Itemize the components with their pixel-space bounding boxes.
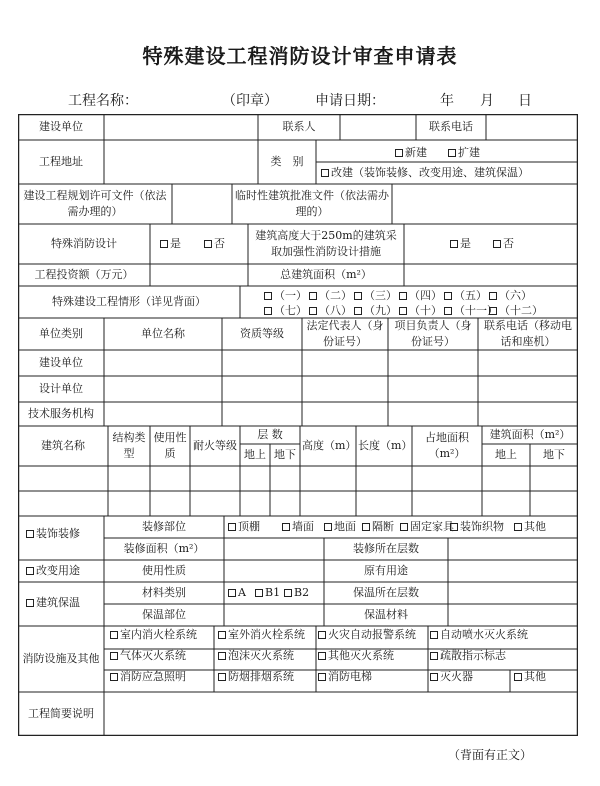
address-label: 工程地址 — [39, 155, 83, 168]
unit-row-field[interactable] — [388, 402, 478, 426]
situation-1-label: （一） — [274, 289, 307, 302]
fire-item-2-label: 室外消火栓系统 — [228, 628, 305, 641]
apply-date-label: 申请日期： — [315, 93, 385, 109]
unit-row-field[interactable] — [478, 376, 578, 402]
fire-item-2-checkbox[interactable] — [218, 628, 305, 642]
decoration-part-label: 装修部位 — [142, 520, 186, 533]
decoration-floor-label: 装修所在层数 — [353, 542, 419, 555]
seal-label: （印章） — [222, 93, 278, 109]
fire-item-9-label: 消防应急照明 — [120, 670, 186, 683]
permit-field[interactable] — [172, 184, 232, 224]
brief-field[interactable] — [104, 692, 578, 736]
investment-label: 工程投资额（万元） — [34, 268, 134, 281]
floors-above-header: 地上 — [244, 448, 266, 461]
unit-row-field[interactable] — [222, 376, 302, 402]
building-row-field[interactable] — [482, 491, 530, 516]
situation-9-label: （九） — [364, 304, 397, 317]
change-use-label: 改变用途 — [36, 564, 80, 577]
unit-row-field[interactable] — [388, 376, 478, 402]
contact-label: 联系人 — [282, 120, 316, 133]
unit-row-field[interactable] — [302, 376, 388, 402]
year-label: 年 — [440, 93, 454, 109]
building-row-field[interactable] — [300, 466, 356, 491]
situation-6-label: （六） — [499, 289, 532, 302]
fire-item-3-label: 火灾自动报警系统 — [328, 628, 416, 641]
material-type-3-checkbox[interactable] — [284, 586, 309, 600]
unit-header-5: 项目负责人（身份证号） — [394, 319, 472, 348]
decoration-part-3-checkbox[interactable] — [324, 520, 356, 534]
unit-row-field[interactable] — [222, 350, 302, 376]
renovate-checkbox[interactable] — [321, 166, 529, 180]
decoration-part-5-checkbox[interactable] — [400, 520, 454, 534]
decoration-area-field[interactable] — [224, 538, 324, 560]
building-row-field[interactable] — [240, 491, 270, 516]
situation-7-label: （七） — [274, 304, 307, 317]
fire-item-6-label: 泡沫灭火系统 — [228, 649, 294, 662]
building-row-field[interactable] — [300, 491, 356, 516]
fire-item-9-checkbox[interactable] — [110, 670, 186, 684]
special-design-label: 特殊消防设计 — [51, 237, 117, 250]
insulation-floor-label: 保温所在层数 — [353, 586, 419, 599]
fire-item-4-checkbox[interactable] — [430, 628, 528, 642]
decoration-part-2-label: 墙面 — [292, 520, 314, 533]
address-field[interactable] — [104, 140, 258, 184]
floors-below-header: 地下 — [274, 448, 296, 461]
insulation-part-label: 保温部位 — [142, 608, 186, 621]
expand-checkbox[interactable] — [448, 146, 480, 160]
decoration-area-label: 装修面积（m²） — [123, 542, 205, 555]
building-row-field[interactable] — [18, 466, 108, 491]
fire-item-10-checkbox[interactable] — [218, 670, 294, 684]
fire-item-7-label: 其他灭火系统 — [328, 649, 394, 662]
building-row-field[interactable] — [150, 491, 190, 516]
building-row-field[interactable] — [270, 466, 300, 491]
decoration-floor-field[interactable] — [448, 538, 578, 560]
decoration-checkbox[interactable] — [26, 527, 80, 541]
unit-header-1: 单位类别 — [39, 327, 83, 340]
fire-item-8-checkbox[interactable] — [430, 649, 506, 663]
situation-12-label: （十二） — [499, 304, 543, 317]
phone-label: 联系电话 — [429, 120, 473, 133]
change-use-usage-field[interactable] — [224, 560, 324, 582]
new-label: 新建 — [405, 146, 427, 159]
situation-11-label: （十一） — [454, 304, 498, 317]
floor-area-above-header: 地上 — [495, 448, 517, 461]
expand-label: 扩建 — [458, 146, 480, 159]
material-type-1-checkbox[interactable] — [228, 586, 246, 600]
permit-label: 建设工程规划许可文件（依法需办理的） — [23, 189, 167, 218]
unit-header-6: 联系电话（移动电话和座机） — [484, 319, 572, 348]
material-type-3-label: B2 — [294, 586, 310, 599]
building-row-field[interactable] — [150, 466, 190, 491]
structure-header: 结构类型 — [112, 431, 146, 460]
situation-label: 特殊建设工程情形（详见背面） — [52, 295, 206, 308]
situation-10-checkbox[interactable] — [399, 304, 442, 318]
building-row-field[interactable] — [530, 491, 578, 516]
footer-note: （背面有正文） — [448, 748, 533, 762]
decoration-part-1-label: 顶棚 — [238, 520, 260, 533]
page-title: 特殊建设工程消防设计审查申请表 — [142, 44, 458, 68]
insulation-part-field[interactable] — [224, 604, 324, 626]
situation-5-label: （五） — [454, 289, 487, 302]
decoration-part-1-checkbox[interactable] — [228, 520, 260, 534]
application-form — [18, 114, 578, 736]
unit-header-4: 法定代表人（身份证号） — [306, 319, 384, 348]
situation-4-checkbox[interactable] — [399, 289, 442, 303]
total-area-label: 总建筑面积（m²） — [280, 268, 372, 281]
renovate-label: 改建（装饰装修、改变用途、建筑保温） — [331, 166, 529, 179]
unit-header-3: 资质等级 — [240, 327, 284, 340]
building-row-field[interactable] — [108, 466, 150, 491]
fire-item-3-checkbox[interactable] — [318, 628, 416, 642]
material-type-2-checkbox[interactable] — [255, 586, 280, 600]
fire-item-8-label: 疏散指示标志 — [440, 649, 506, 662]
change-use-checkbox[interactable] — [26, 564, 80, 578]
contact-field[interactable] — [340, 114, 416, 140]
fire-item-12-label: 灭火器 — [440, 670, 473, 683]
unit-row-field[interactable] — [302, 402, 388, 426]
change-use-usage-label: 使用性质 — [142, 564, 186, 577]
length-header: 长度（m） — [358, 439, 412, 452]
brief-label: 工程简要说明 — [28, 707, 94, 720]
decoration-part-4-checkbox[interactable] — [362, 520, 394, 534]
building-row-field[interactable] — [530, 466, 578, 491]
insulation-material-field[interactable] — [448, 604, 578, 626]
fire-item-11-label: 消防电梯 — [328, 670, 372, 683]
situation-4-label: （四） — [409, 289, 442, 302]
phone-field[interactable] — [486, 114, 578, 140]
material-type-2-label: B1 — [265, 586, 281, 599]
special-yes-checkbox[interactable] — [160, 237, 181, 251]
decoration-part-5-label: 固定家具 — [410, 520, 454, 533]
fire-rating-header: 耐火等级 — [193, 439, 237, 452]
building-name-header: 建筑名称 — [41, 439, 85, 452]
fire-item-1-checkbox[interactable] — [110, 628, 197, 642]
situation-9-checkbox[interactable] — [354, 304, 397, 318]
fire-item-12-checkbox[interactable] — [430, 670, 473, 684]
unit-row-label: 设计单位 — [39, 382, 83, 395]
floor-area-header: 建筑面积（m²） — [489, 428, 571, 441]
special-no-label: 否 — [214, 237, 225, 250]
situation-3-label: （三） — [364, 289, 397, 302]
project-name-label: 工程名称： — [68, 93, 138, 109]
total-area-field[interactable] — [404, 264, 578, 286]
decoration-part-6-checkbox[interactable] — [450, 520, 504, 534]
floors-header: 层 数 — [257, 428, 283, 441]
fire-item-7-checkbox[interactable] — [318, 649, 394, 663]
height-yes-label: 是 — [460, 237, 471, 250]
usage-header: 使用性质 — [153, 431, 187, 460]
situation-12-checkbox[interactable] — [489, 304, 543, 318]
material-type-1-label: A — [238, 586, 246, 599]
fire-item-13-label: 其他 — [524, 670, 546, 683]
height-yes-checkbox[interactable] — [450, 237, 471, 251]
building-row-field[interactable] — [190, 466, 240, 491]
situation-8-checkbox[interactable] — [309, 304, 352, 318]
building-row-field[interactable] — [240, 466, 270, 491]
insulation-checkbox[interactable] — [26, 596, 80, 610]
height-no-label: 否 — [503, 237, 514, 250]
footprint-header: 占地面积（m²） — [425, 431, 469, 460]
floor-area-below-header: 地下 — [543, 448, 565, 461]
unit-header-2: 单位名称 — [141, 327, 185, 340]
fire-item-1-label: 室内消火栓系统 — [120, 628, 197, 641]
unit-row-field[interactable] — [478, 350, 578, 376]
fire-item-13-checkbox[interactable] — [514, 670, 546, 684]
decoration-part-3-label: 地面 — [334, 520, 356, 533]
unit-field[interactable] — [104, 114, 258, 140]
situation-5-checkbox[interactable] — [444, 289, 487, 303]
temp-permit-field[interactable] — [392, 184, 578, 224]
unit-row-field[interactable] — [478, 402, 578, 426]
decoration-part-7-label: 其他 — [524, 520, 546, 533]
height-no-checkbox[interactable] — [493, 237, 514, 251]
insulation-label: 建筑保温 — [36, 596, 80, 609]
height-header: 高度（m） — [302, 439, 356, 452]
original-use-label: 原有用途 — [364, 564, 408, 577]
fire-item-11-checkbox[interactable] — [318, 670, 372, 684]
day-label: 日 — [518, 93, 532, 109]
fire-item-4-label: 自动喷水灭火系统 — [440, 628, 528, 641]
decoration-label: 装饰装修 — [36, 527, 80, 540]
decoration-part-4-label: 隔断 — [372, 520, 394, 533]
building-row-field[interactable] — [356, 491, 412, 516]
category-label: 类 别 — [270, 155, 304, 168]
insulation-floor-field[interactable] — [448, 582, 578, 604]
unit-row-label: 技术服务机构 — [28, 407, 94, 420]
decoration-part-7-checkbox[interactable] — [514, 520, 546, 534]
building-row-field[interactable] — [412, 491, 482, 516]
building-row-field[interactable] — [270, 491, 300, 516]
building-row-field[interactable] — [190, 491, 240, 516]
material-type-label: 材料类别 — [142, 586, 186, 599]
decoration-part-2-checkbox[interactable] — [282, 520, 314, 534]
unit-row-field[interactable] — [104, 376, 222, 402]
special-no-checkbox[interactable] — [204, 237, 225, 251]
situation-7-checkbox[interactable] — [264, 304, 307, 318]
building-row-field[interactable] — [108, 491, 150, 516]
fire-item-5-checkbox[interactable] — [110, 649, 186, 663]
temp-permit-label: 临时性建筑批准文件（依法需办理的） — [235, 189, 389, 218]
situation-6-checkbox[interactable] — [489, 289, 532, 303]
month-label: 月 — [480, 93, 494, 109]
unit-row-field[interactable] — [302, 350, 388, 376]
building-row-field[interactable] — [412, 466, 482, 491]
decoration-part-6-label: 装饰织物 — [460, 520, 504, 533]
original-use-field[interactable] — [448, 560, 578, 582]
situation-1-checkbox[interactable] — [264, 289, 307, 303]
special-yes-label: 是 — [170, 237, 181, 250]
building-row-field[interactable] — [18, 491, 108, 516]
situation-8-label: （八） — [319, 304, 352, 317]
fire-item-10-label: 防烟排烟系统 — [228, 670, 294, 683]
investment-field[interactable] — [150, 264, 248, 286]
height-over-label: 建筑高度大于250m的建筑采取加强性消防设计措施 — [255, 229, 397, 258]
unit-label: 建设单位 — [39, 120, 83, 133]
situation-3-checkbox[interactable] — [354, 289, 397, 303]
situation-2-label: （二） — [319, 289, 352, 302]
situation-2-checkbox[interactable] — [309, 289, 352, 303]
unit-row-label: 建设单位 — [39, 356, 83, 369]
new-checkbox[interactable] — [395, 146, 427, 160]
unit-row-field[interactable] — [104, 402, 222, 426]
insulation-material-label: 保温材料 — [364, 608, 408, 621]
building-row-field[interactable] — [482, 466, 530, 491]
fire-facilities-label: 消防设施及其他 — [22, 652, 100, 665]
fire-item-5-label: 气体灭火系统 — [120, 649, 186, 662]
building-row-field[interactable] — [356, 466, 412, 491]
fire-item-6-checkbox[interactable] — [218, 649, 294, 663]
situation-10-label: （十） — [409, 304, 442, 317]
unit-row-field[interactable] — [388, 350, 478, 376]
unit-row-field[interactable] — [104, 350, 222, 376]
unit-row-field[interactable] — [222, 402, 302, 426]
